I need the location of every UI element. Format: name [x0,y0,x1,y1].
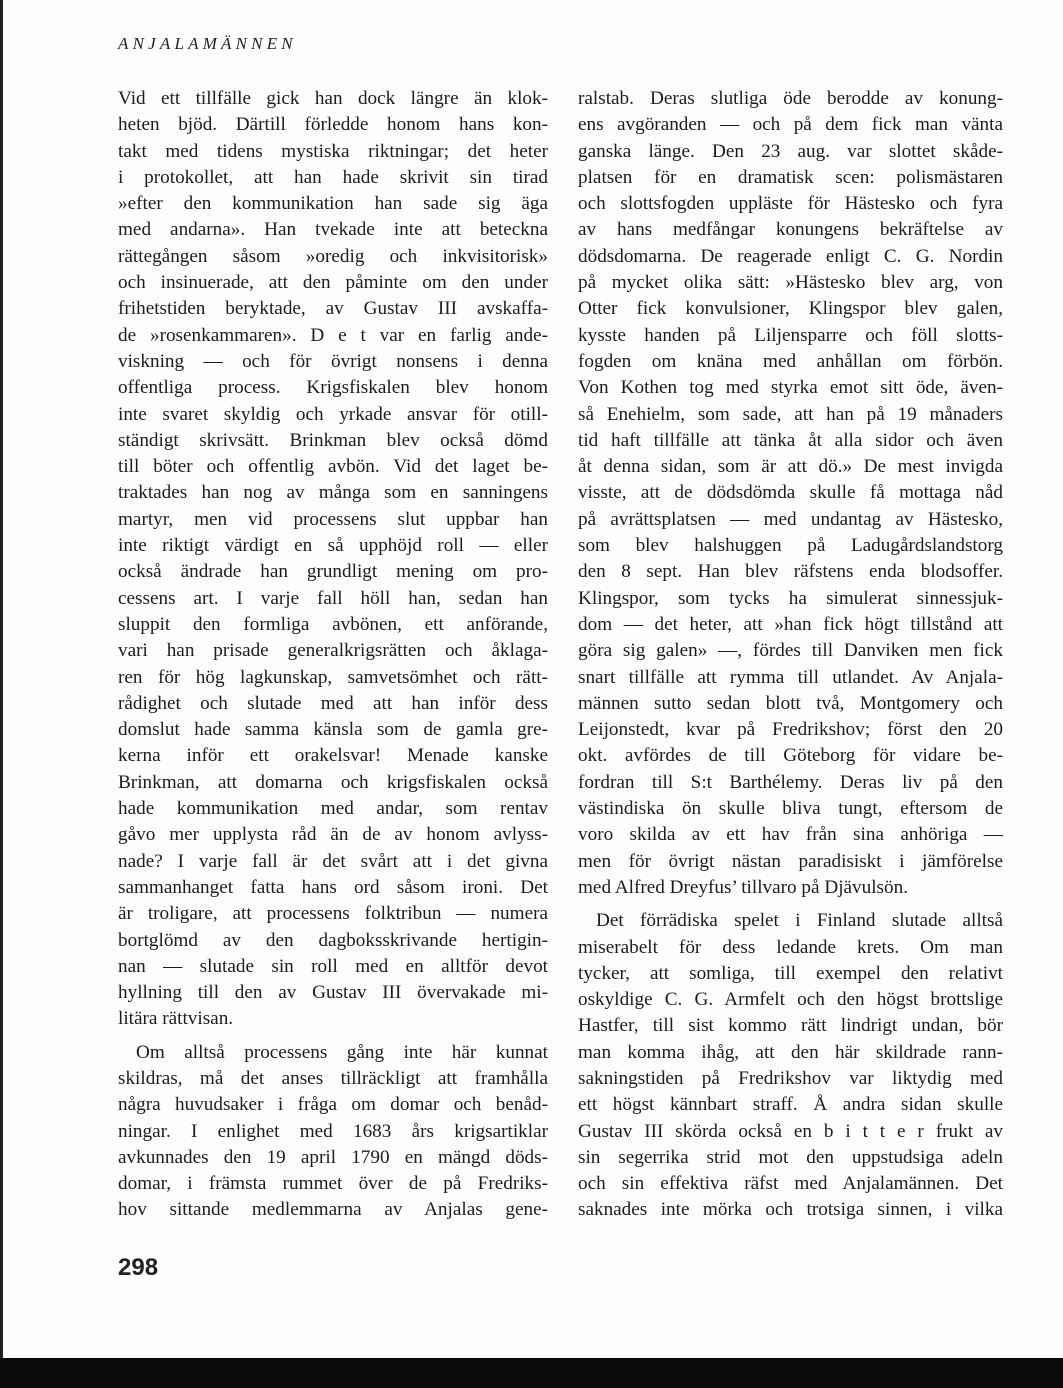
text-line: på avrättsplatsen — med undantag av Hästesko, [578,508,1003,530]
text-line: Vid ett tillfälle gick han dock längre än klok- [118,88,548,109]
text-line: Gustav III skörda också en b i t t e r frukt av [578,1120,1003,1142]
text-line: Brinkman, att domarna och krigsfiskalen också [118,771,548,793]
text-line: heten bjöd. Därtill förledde honom hans kon- [118,114,548,136]
text-line: sluppit den formliga avbönen, ett anförande, [118,613,548,635]
paragraph [118,1040,548,1224]
text-line: och sin effektiva räfst med Anjalamännen. Det [578,1173,1003,1195]
text-line: några huvudsaker i fråga om domar och benåd- [118,1094,548,1116]
right-column [578,86,1003,1231]
text-line: oskyldige C. G. Armfelt och den högst brottslige [578,989,1003,1011]
text-line: kysste handen på Liljensparre och föll slotts- [578,324,1003,346]
text-line: på mycket olika sätt: »Hästesko blev arg, von [578,272,1003,294]
text-line: nade? I varje fall är det svårt att i det givna [118,850,548,872]
paragraph [578,86,1003,901]
text-line: domslut hade samma känsla som de gamla gre- [118,719,548,741]
text-line: också ändrade han grundligt mening om pro- [118,561,548,583]
text-line: ningar. I enlighet med 1683 års krigsartiklar [118,1120,548,1142]
text-line: offentliga process. Krigsfiskalen blev honom [118,377,548,399]
text-line: viskning — och för övrigt nonsens i denna [118,350,548,372]
text-line: martyr, men vid processens slut uppbar han [118,508,548,530]
text-line: kerna inför ett orakelsvar! Menade kanske [118,745,548,767]
text-line: västindiska ön skulle bliva tungt, eftersom de [578,798,1003,820]
text-line: i protokollet, att han hade skrivit sin tirad [118,166,548,188]
text-line: inte svaret skyldig och yrkade ansvar för otill- [118,403,548,425]
running-head: ANJALAMÄNNEN [118,34,297,53]
text-line: visste, att de dödsdömda skulle få mottaga nåd [578,482,1003,504]
text-line: med andarna». Han tvekade inte att beteckna [118,219,548,241]
text-line: sakningstiden på Fredrikshov var liktydig med [578,1067,1003,1089]
text-line: Om alltså processens gång inte här kunnat [136,1041,548,1063]
text-line: rådighet och slutade med att han inför dess [118,692,548,714]
text-line: tycker, att somliga, till exempel den relativt [578,962,1003,984]
text-line: Det förrädiska spelet i Finland slutade alltså [596,910,1003,932]
text-line: miserabelt för dess ledande krets. Om man [578,936,1003,958]
text-line: gåvo mer upplysta råd än de av honom avlyss- [118,824,548,846]
text-line: skildras, må det anses tillräckligt att framhålla [118,1067,548,1089]
page-number: 298 [118,1254,159,1281]
text-line: med Alfred Dreyfus’ tillvaro på Djävulsön. [578,876,909,898]
text-line: hyllning till den av Gustav III övervakade mi- [118,982,548,1004]
text-line: voro skilda av ett hav från sina anhöriga — [578,824,1003,846]
text-line: Otter fick konvulsioner, Klingspor blev galen, [578,298,1003,320]
text-line: dödsdomarna. De reagerade enligt C. G. Nordin [578,245,1003,267]
text-line: hade kommunikation med andar, som rentav [118,798,548,820]
text-line: fogden om knäna med anhållan om förbön. [578,350,1003,372]
text-line: »efter den kommunikation han sade sig äga [118,193,548,215]
text-line: saknades inte mörka och trotsiga sinnen, i vilka [578,1199,1003,1221]
text-line: rättegången såsom »oredig och inkvisitorisk» [118,245,548,267]
text-line: ganska länge. Den 23 aug. var slottet skåde- [578,140,1003,162]
text-line: domar, i främsta rummet över de på Fredriks- [118,1173,548,1195]
scan-edge [0,0,3,1388]
text-line: okt. avfördes de till Göteborg för vidare be- [578,745,1003,767]
text-line: Hastfer, till sist kommo rätt lindrigt undan, bör [578,1015,1003,1037]
text-line: platsen för en dramatisk scen: polismästaren [578,166,1003,188]
text-line: och insinuerade, att den påminte om den under [118,272,548,294]
text-line: Von Kothen tog med styrka emot sitt öde, även- [578,377,1003,399]
text-line: snart tillfälle att rymma till utlandet. Av Anjala- [578,666,1003,688]
text-line: avkunnades den 19 april 1790 en mängd döds- [118,1146,548,1168]
paragraph [578,908,1003,1224]
text-line: männen sutto sedan blott två, Montgomery och [578,692,1003,714]
text-line: hov sittande medlemmarna av Anjalas gene- [118,1199,548,1221]
text-line: ens avgöranden — och på dem fick man vänta [578,114,1003,136]
text-line: de »rosenkammaren». D e t var en farlig ande- [118,324,548,346]
text-line: ralstab. Deras slutliga öde berodde av konung- [578,88,1003,109]
text-line: som blev halshuggen på Ladugårdslandstorg [578,535,1003,557]
text-line: traktades han nog av många som en sanningens [118,482,548,504]
paragraph [118,86,548,1033]
text-line: fordran till S:t Barthélemy. Deras liv på den [578,771,1003,793]
text-line: man komma ihåg, att den här skildrade rann- [578,1041,1003,1063]
text-line: inte riktigt värdigt en så upphöjd roll — eller [118,535,548,557]
text-line: så Enehielm, som sade, att han på 19 månaders [578,403,1003,425]
text-line: åt denna sidan, som är att dö.» De mest invigda [578,456,1003,478]
text-line: Leijonstedt, kvar på Fredrikshov; först den 20 [578,719,1003,741]
text-line: göra sig galen» —, fördes till Danviken men fick [578,640,1003,662]
left-column [118,86,548,1231]
text-line: litära rättvisan. [118,1008,234,1030]
text-line: ständigt skrivsätt. Brinkman blev också dömd [118,429,548,451]
text-line: frihetstiden beryktade, av Gustav III avskaffa- [118,298,548,320]
text-line: och slottsfogden uppläste för Hästesko och fyra [578,193,1003,215]
text-line: sin segerrika strid mot den uppstudsiga adeln [578,1146,1003,1168]
text-line: av hans medfångar konungens bekräftelse av [578,219,1003,241]
text-line: Klingspor, som tycks ha simulerat sinnessjuk- [578,587,1003,609]
text-line: nan — slutade sin roll med en alltför devot [118,955,548,977]
text-line: till böter och offentlig avbön. Vid det laget be- [118,456,548,478]
text-line: ren för hög lagkunskap, samvetsömhet och rätt- [118,666,548,688]
text-line: dom — det heter, att »han fick högt tillstånd att [578,613,1003,635]
text-line: bortglömd av den dagboksskrivande hertigin- [118,929,548,951]
text-line: ett högst kännbart straff. Å andra sidan skulle [578,1094,1003,1116]
text-line: takt med tidens mystiska riktningar; det heter [118,140,548,162]
text-line: vari han prisade generalkrigsrätten och åklaga- [118,640,548,662]
text-line: sammanhanget fatta hans ord såsom ironi. Det [118,876,548,898]
text-line: tid haft tillfälle att tänka åt alla sidor och även [578,429,1003,451]
text-line: cessens art. I varje fall höll han, sedan han [118,587,548,609]
text-line: den 8 sept. Han blev räfstens enda blodsoffer. [578,561,1003,583]
text-line: är troligare, att processens folktribun — numera [118,903,548,925]
text-line: men för övrigt nästan paradisiskt i jämförelse [578,850,1003,872]
scan-bottom-border [0,1358,1063,1388]
